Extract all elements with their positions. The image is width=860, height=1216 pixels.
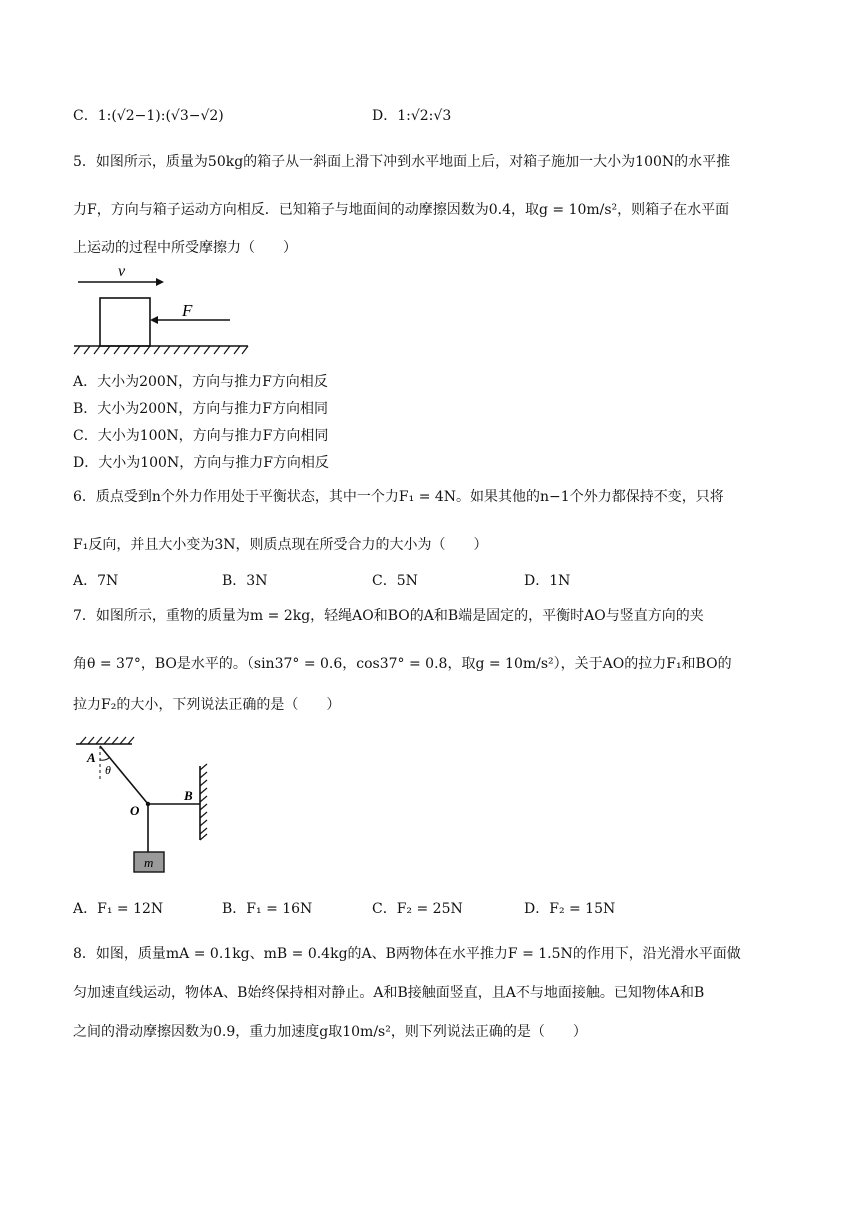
q7-stem-line-3: 拉力F₂的大小，下列说法正确的是（ ）: [73, 697, 341, 713]
q7-rope-figure: [70, 734, 220, 876]
q6-option-d: D．1N: [524, 573, 571, 589]
q5-option-c: C．大小为100N，方向与推力F方向相同: [73, 428, 329, 444]
q8-stem-line-1: 8．如图，质量mA = 0.1kg、mB = 0.4kg的A、B两物体在水平推力F = 1.5N的作用下，沿光滑水平面做: [73, 946, 741, 962]
q7-option-b: B．F₁ = 16N: [222, 901, 313, 917]
q5-option-a: A．大小为200N，方向与推力F方向相反: [73, 374, 328, 390]
q7-stem-line-2: 角θ = 37°，BO是水平的。（sin37° = 0.6，cos37° = 0.8，取g = 10m/s²），关于AO的拉力F₁和BO的: [73, 656, 732, 672]
q8-stem-line-2: 匀加速直线运动，物体A、B始终保持相对静止。A和B接触面竖直，且A不与地面接触。已知物体A和B: [73, 985, 705, 1001]
velocity-label: v: [118, 263, 126, 280]
q8-stem-line-3: 之间的滑动摩擦因数为0.9，重力加速度g取10m/s²，则下列说法正确的是（ ）: [73, 1024, 587, 1040]
box: [100, 298, 150, 346]
option-d: D．1:√2:√3: [372, 108, 452, 124]
force-label: F: [182, 301, 193, 320]
q5-stem-line-3: 上运动的过程中所受摩擦力（ ）: [73, 240, 297, 256]
q6-option-c: C．5N: [372, 573, 418, 589]
q7-option-c: C．F₂ = 25N: [372, 901, 463, 917]
q6-stem-line-2: F₁反向，并且大小变为3N，则质点现在所受合力的大小为（ ）: [73, 537, 488, 553]
q5-stem-line-2: 力F，方向与箱子运动方向相反．已知箱子与地面间的动摩擦因数为0.4，取g = 10m/s²，则箱子在水平面: [73, 202, 730, 218]
label-o: O: [130, 803, 140, 818]
wall-hatching: [200, 764, 207, 840]
q5-option-b: B．大小为200N，方向与推力F方向相同: [73, 401, 328, 417]
label-theta: θ: [105, 763, 111, 777]
q6-stem-line-1: 6．质点受到n个外力作用处于平衡状态，其中一个力F₁ = 4N。如果其他的n−1个外力都保持不变，只将: [73, 489, 724, 505]
q6-option-a: A．7N: [73, 573, 119, 589]
label-m: m: [144, 855, 154, 870]
q7-stem-line-1: 7．如图所示，重物的质量为m = 2kg，轻绳AO和BO的A和B端是固定的，平衡时AO与竖直方向的夹: [73, 608, 704, 624]
label-a: A: [87, 750, 96, 765]
q5-stem-line-1: 5．如图所示，质量为50kg的箱子从一斜面上滑下冲到水平地面上后，对箱子施加一大小为100N的水平推: [73, 154, 731, 170]
q5-box-figure: [70, 262, 255, 358]
ceiling-hatching: [80, 737, 134, 744]
q7-option-d: D．F₂ = 15N: [524, 901, 616, 917]
ground-hatching: [74, 346, 248, 354]
q7-option-a: A．F₁ = 12N: [73, 901, 164, 917]
q5-option-d: D．大小为100N，方向与推力F方向相反: [73, 455, 329, 471]
q6-option-b: B．3N: [222, 573, 268, 589]
option-c: C．1:(√2−1):(√3−√2): [73, 108, 224, 124]
label-b: B: [184, 788, 193, 803]
